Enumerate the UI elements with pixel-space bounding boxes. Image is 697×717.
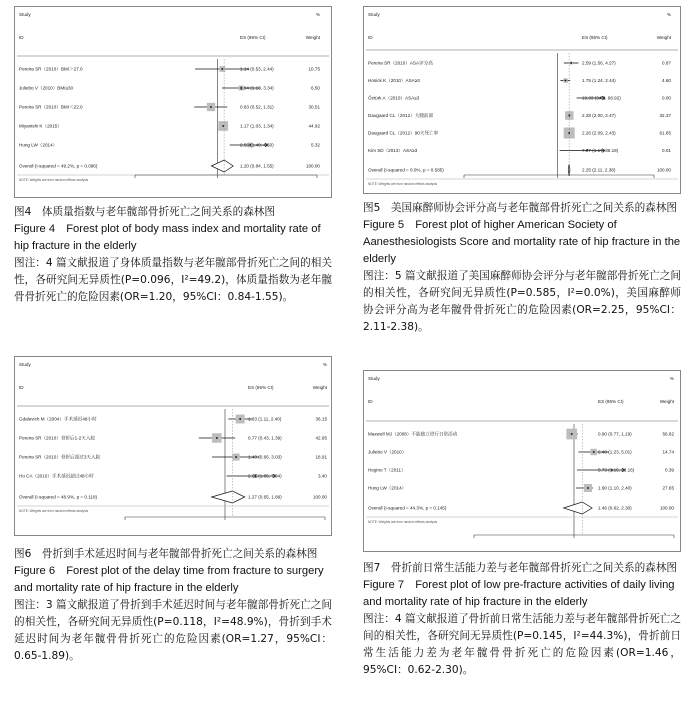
- overall-diamond: [211, 160, 233, 172]
- study-label: Ho CA（2010）手术延迟超过48小时: [19, 473, 94, 479]
- overall-label: Overall (I-squared = 44.3%, p = 0.145): [368, 505, 447, 511]
- point-estimate: [221, 68, 223, 70]
- figure-4-caption: [14, 204, 332, 306]
- overall-es: 1.27 (0.65, 1.89): [248, 494, 282, 500]
- point-estimate: [565, 80, 567, 82]
- point-estimate: [239, 418, 241, 420]
- es-value: 1.43 (0.66, 3.03): [248, 454, 282, 460]
- figure-4-panel: [14, 6, 332, 346]
- study-label: Hung LW（2014）: [19, 142, 58, 148]
- header-weight: Weight: [659, 399, 674, 404]
- figure-5-forest-plot: [363, 6, 681, 194]
- weight-value: 14.74: [662, 449, 674, 455]
- es-value: 1.17 (1.03, 1.34): [240, 123, 274, 129]
- overall-label: Overall (I-squared = 48.9%, p = 0.118): [19, 494, 98, 500]
- header-es: ES (95% CI): [240, 35, 266, 40]
- point-estimate: [587, 487, 589, 489]
- header-id: ID: [19, 35, 24, 40]
- weight-value: 27.65: [662, 485, 674, 491]
- es-value: 0.77 (0.43, 1.39): [248, 435, 282, 441]
- es-value: 2.26 (2.09, 2.43): [582, 130, 616, 136]
- weight-value: 4.60: [662, 78, 671, 83]
- study-label: Pereira SR（2010）骨折后超过3天入院: [19, 454, 101, 460]
- study-label: Daugaard CL（2012）90天死亡率: [368, 130, 439, 136]
- es-value: 1.63 (1.11, 2.40): [248, 416, 282, 422]
- header-percent: %: [315, 12, 320, 17]
- figure-7-forest-plot: [363, 370, 681, 552]
- figure-5-svg: [364, 7, 680, 193]
- overall-diamond: [564, 502, 592, 514]
- point-estimate: [210, 106, 212, 108]
- figure-6-svg: [15, 357, 331, 535]
- figure-5-panel: [363, 6, 681, 366]
- point-estimate: [216, 437, 218, 439]
- header-es: ES (95% CI): [248, 385, 274, 390]
- footnote: NOTE: Weights are from random effects analysis: [368, 182, 438, 186]
- study-label: Öztürk A（2010）ASA≥3: [368, 95, 420, 101]
- study-label: Hung LW（2014）: [368, 485, 407, 491]
- point-estimate: [593, 451, 595, 453]
- weight-value: 10.75: [308, 66, 320, 72]
- study-label: Pereira SR（2010）BMI＜22.0: [19, 104, 83, 110]
- es-value: 2.48 (1.23, 5.01): [598, 449, 632, 455]
- header-study: Study: [19, 12, 31, 17]
- es-value: 2.59 (1.56, 4.27): [582, 60, 616, 66]
- weight-value: 42.95: [315, 435, 327, 441]
- figure-6-note: 图注：3 篇文献报道了骨折到手术延迟时间与老年髋部骨折死亡之间的相关性，各研究间无异质性(P=0.118，I²=48.9%)，骨折到手术延迟时间为老年髋骨骨折死亡的危险因素(OR=1.27，95%CI：0.65-1.89)。: [14, 599, 332, 662]
- figure-5-note: 图注：5 篇文献报道了美国麻醉师协会评分与老年髋部骨折死亡之间的相关性，各研究间无异质性(P=0.585，I²=0.0%)，美国麻醉师协会评分高为老年髋骨骨折死亡的危险因素(OR=2.25，95%CI：2.11-2.38)。: [363, 270, 681, 333]
- es-value: 1.94 (1.13, 3.34): [240, 85, 274, 91]
- figure-6-forest-plot: [14, 356, 332, 536]
- figure-5-caption-en: Figure 5 Forest plot of higher American Society of Aanesthesiologists Score and mortality rate of hip fracture in the elderly: [363, 219, 681, 265]
- header-study: Study: [19, 362, 31, 367]
- figure-6-panel: [14, 356, 332, 696]
- header-percent: %: [669, 376, 674, 381]
- figure-6-caption: [14, 546, 332, 665]
- header-percent: %: [666, 12, 671, 17]
- overall-weight: 100.00: [659, 505, 674, 511]
- header-id: ID: [368, 35, 373, 40]
- figure-4-caption-zh: 图4 体质量指数与老年髋部骨折死亡之间关系的森林图: [14, 206, 275, 218]
- study-label: Hegino T（2011）: [368, 467, 406, 473]
- study-label: Daugaard CL（2012）大腿前部: [368, 113, 434, 118]
- study-label: Pereira SR（2010）骨折后1-2天入院: [19, 435, 96, 441]
- weight-value: 36.15: [315, 416, 327, 422]
- weight-value: 0.01: [662, 148, 671, 153]
- overall-label: Overall (I-squared = 49.2%, p = 0.096): [19, 163, 98, 169]
- overall-weight: 100.00: [305, 163, 320, 169]
- weight-value: 0.87: [662, 60, 671, 66]
- es-value: 0.90 (0.77, 1.19): [598, 431, 632, 437]
- header-id: ID: [368, 399, 373, 404]
- figure-4-svg: [15, 7, 331, 197]
- figure-4-forest-plot: [14, 6, 332, 198]
- figure-6-caption-zh: 图6 骨折到手术延迟时间与老年髋部骨折死亡之间关系的森林图: [14, 548, 318, 560]
- overall-weight: 100.00: [312, 494, 327, 500]
- weight-value: 56.82: [662, 431, 674, 437]
- weight-value: 44.92: [308, 123, 320, 129]
- header-weight: Weight: [305, 35, 320, 40]
- header-weight: Weight: [312, 385, 327, 390]
- study-label: Juliebo V（2010）BMI≥30: [19, 85, 74, 91]
- header-study: Study: [368, 376, 380, 381]
- figure-7-note: 图注：4 篇文献报道了骨折前日常生活能力差与老年髋部骨折死亡之间的相关性，各研究间无异质性(P=0.145，I²=44.3%)，骨折前日常生活能力差为老年髋骨骨折死亡的危险因素(OR=1.46，95%CI：0.62-2.30)。: [363, 613, 681, 676]
- study-label: Hosick K（2010）ASA≥3: [368, 78, 420, 83]
- point-estimate: [571, 433, 573, 435]
- study-label: Pereira SR（2010）BMI＞27.0: [19, 66, 83, 72]
- overall-es: 2.25 (2.11, 2.38): [582, 167, 616, 173]
- study-label: Miyanishi K（2015）: [19, 123, 62, 129]
- es-value: 2.50 (1.40, 4.50): [240, 142, 274, 148]
- es-value: 5.73 (1.15, 28.16): [598, 467, 635, 473]
- es-value: 7.77 (1.17, 36.19): [582, 148, 619, 153]
- figure-5-caption-zh: 图5 美国麻醉师协会评分高与老年髋部骨折死亡之间关系的森林图: [363, 202, 677, 214]
- weight-value: 5.32: [311, 142, 320, 148]
- es-value: 2.28 (2.00, 2.47): [582, 113, 616, 118]
- header-es: ES (95% CI): [598, 399, 624, 404]
- point-estimate: [222, 125, 224, 127]
- weight-value: 0.39: [665, 467, 674, 473]
- header-es: ES (95% CI): [582, 35, 608, 40]
- weight-value: 0.00: [662, 95, 671, 101]
- es-value: 1.90 (1.10, 2.40): [598, 485, 632, 491]
- figure-4-note: 图注：4 篇文献报道了身体质量指数与老年髋部骨折死亡之间的相关性，各研究间无异质性(P=0.096，I²=49.2)，体质量指数为老年髋骨骨折死亡的危险因素(OR=1.20，95%CI：0.84-1.55)。: [14, 257, 332, 303]
- figure-4-caption-en: Figure 4 Forest plot of body mass index and mortality rate of hip fracture in the elderly: [14, 223, 321, 252]
- footnote: NOTE: Weights are from random effects analysis: [368, 520, 438, 524]
- es-value: 1.14 (0.53, 2.44): [240, 66, 274, 72]
- overall-weight: 100.00: [656, 167, 671, 173]
- figure-7-caption-en: Figure 7 Forest plot of low pre-fracture activities of daily living and mortality rate of hip fracture in the elderly: [363, 579, 675, 608]
- overall-es: 1.46 (0.62, 2.30): [598, 505, 632, 511]
- weight-value: 6.50: [311, 85, 320, 91]
- footnote: NOTE: Weights are from random effects analysis: [19, 509, 89, 513]
- footnote: NOTE: Weights are from random effects analysis: [19, 178, 89, 182]
- figure-5-caption: [363, 200, 681, 336]
- weight-value: 3.40: [318, 473, 327, 479]
- overall-label: Overall (I-squared = 0.0%, p = 0.585): [368, 167, 444, 173]
- point-estimate: [570, 62, 572, 64]
- point-estimate: [235, 456, 237, 458]
- overall-diamond: [212, 491, 245, 503]
- figure-7-caption: [363, 560, 681, 679]
- figure-7-svg: [364, 371, 680, 551]
- es-value: 19.33 (3.78, 98.92): [582, 95, 621, 101]
- header-id: ID: [19, 385, 24, 390]
- study-label: Juliebo V（2010）: [368, 449, 407, 455]
- header-weight: Weight: [656, 35, 671, 40]
- es-value: 1.75 (1.24, 2.44): [582, 78, 616, 83]
- weight-value: 61.85: [659, 130, 671, 136]
- weight-value: 30.51: [308, 104, 320, 110]
- study-label: Pereira SR（2010）ASA评分高: [368, 60, 433, 66]
- es-value: 0.83 (0.52, 1.31): [240, 104, 274, 110]
- figure-7-panel: [363, 370, 681, 715]
- figure-7-caption-zh: 图7 骨折前日常生活能力差与老年髋部骨折死亡之间关系的森林图: [363, 562, 677, 574]
- study-label: Kim SD（2013）ASA≥3: [368, 148, 418, 153]
- study-label: Maxwell MJ（2008）不能独立进行日常活动: [368, 431, 458, 437]
- header-study: Study: [368, 12, 380, 17]
- header-percent: %: [322, 362, 327, 367]
- study-label: Gdalevich M（2004）手术延迟48小时: [19, 416, 97, 422]
- figure-6-caption-en: Figure 6 Forest plot of the delay time from fracture to surgery and mortality rate of hip fracture in the elderly: [14, 565, 324, 594]
- weight-value: 18.91: [315, 454, 327, 460]
- weight-value: 32.37: [659, 113, 671, 118]
- es-value: 2.65 (1.05, 7.34): [248, 473, 282, 479]
- overall-es: 1.20 (0.84, 1.55): [240, 163, 274, 169]
